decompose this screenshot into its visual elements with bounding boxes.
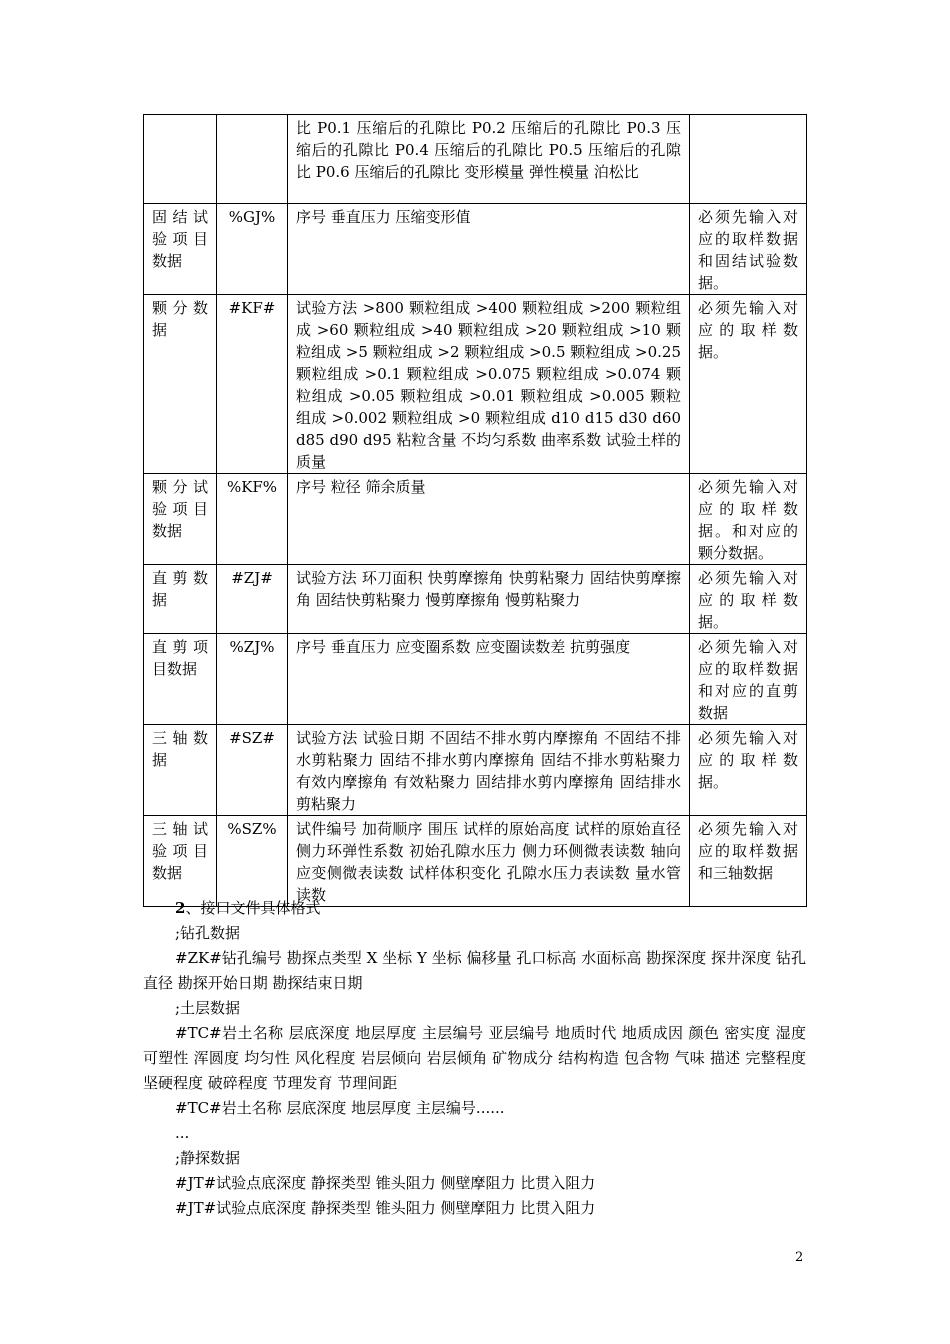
row-fields-cell: 序号 粒径 筛余质量 xyxy=(288,474,690,565)
row-code-cell: %KF% xyxy=(217,474,288,565)
body-line: #ZK#钻孔编号 勘探点类型 X 坐标 Y 坐标 偏移量 孔口标高 水面标高 勘探深度 探井深度 钻孔直径 勘探开始日期 勘探结束日期 xyxy=(143,949,806,992)
row-code-cell: #SZ# xyxy=(217,725,288,816)
row-fields-cell: 比 P0.1 压缩后的孔隙比 P0.2 压缩后的孔隙比 P0.3 压缩后的孔隙比 P0.4 压缩后的孔隙比 P0.5 压缩后的孔隙比 P0.6 压缩后的孔隙比 变形模量 弹性模量 泊松比 xyxy=(288,115,690,204)
body-line: ;静探数据 xyxy=(175,1149,241,1167)
table-row xyxy=(144,204,807,295)
row-note-cell: 必须先输入对应的取样数据。 xyxy=(690,725,807,816)
row-note-cell: 必须先输入对应的取样数据和三轴数据 xyxy=(690,816,807,907)
interface-spec-table xyxy=(143,114,807,907)
table-row xyxy=(144,565,807,634)
row-name-cell xyxy=(144,115,217,204)
row-note-cell: 必须先输入对应的取样数据和对应的直剪数据 xyxy=(690,634,807,725)
row-code-cell xyxy=(217,115,288,204)
row-code-cell: %ZJ% xyxy=(217,634,288,725)
row-name-cell: 直剪数据 xyxy=(144,565,217,634)
row-fields-cell: 试件编号 加荷顺序 围压 试样的原始高度 试样的原始直径 侧力环弹性系数 初始孔隙水压力 侧力环侧微表读数 轴向应变侧微表读数 试样体积变化 孔隙水压力表读数 量水管读数 xyxy=(288,816,690,907)
table-row xyxy=(144,115,807,204)
row-note-cell: 必须先输入对应的取样数据。 xyxy=(690,295,807,474)
table-row xyxy=(144,634,807,725)
body-line: #JT#试验点底深度 静探类型 锥头阻力 侧壁摩阻力 比贯入阻力 xyxy=(175,1174,596,1192)
row-note-cell: 必须先输入对应的取样数据。 xyxy=(690,565,807,634)
body-line: #TC#岩土名称 层底深度 地层厚度 主层编号 亚层编号 地质时代 地质成因 颜色 密实度 湿度 可塑性 浑圆度 均匀性 风化程度 岩层倾向 岩层倾角 矿物成分 结构构造 包含物 气味 描述 完整程度 坚硬程度 破碎程度 节理发育 节理间距 xyxy=(143,1024,806,1092)
row-code-cell: %GJ% xyxy=(217,204,288,295)
row-name-cell: 三轴数据 xyxy=(144,725,217,816)
row-note-cell: 必须先输入对应的取样数据。和对应的颗分数据。 xyxy=(690,474,807,565)
row-name-cell: 颗分试验项目数据 xyxy=(144,474,217,565)
row-fields-cell: 试验方法 环刀面积 快剪摩擦角 快剪粘聚力 固结快剪摩擦角 固结快剪粘聚力 慢剪摩擦角 慢剪粘聚力 xyxy=(288,565,690,634)
row-fields-cell: 试验方法 >800 颗粒组成 >400 颗粒组成 >200 颗粒组成 >60 颗粒组成 >40 颗粒组成 >20 颗粒组成 >10 颗粒组成 >5 颗粒组成 >2 颗粒组成 >0.5 颗粒组成 >0.25 颗粒组成 >0.1 颗粒组成 >0.075 颗粒组成 >0.074 颗粒组成 >0.05 颗粒组成 >0.01 颗粒组成 >0.005 颗粒组成 >0.002 颗粒组成 >0 颗粒组成 d10 d15 d30 d60 d85 d90 d95 粘粒含量 不均匀系数 曲率系数 试验土样的质量 xyxy=(288,295,690,474)
table-row xyxy=(144,474,807,565)
row-code-cell: %SZ% xyxy=(217,816,288,907)
body-line: ;钻孔数据 xyxy=(175,924,241,942)
body-line: #TC#岩土名称 层底深度 地层厚度 主层编号...... xyxy=(175,1099,505,1117)
row-code-cell: #KF# xyxy=(217,295,288,474)
row-code-cell: #ZJ# xyxy=(217,565,288,634)
row-name-cell: 直剪项目数据 xyxy=(144,634,217,725)
body-line: ... xyxy=(175,1124,190,1142)
table-row xyxy=(144,295,807,474)
row-fields-cell: 试验方法 试验日期 不固结不排水剪内摩擦角 不固结不排水剪粘聚力 固结不排水剪内摩擦角 固结不排水剪粘聚力 有效内摩擦角 有效粘聚力 固结排水剪内摩擦角 固结排水剪粘聚力 xyxy=(288,725,690,816)
row-fields-cell: 序号 垂直压力 应变圈系数 应变圈读数差 抗剪强度 xyxy=(288,634,690,725)
row-name-cell: 固结试验项目数据 xyxy=(144,204,217,295)
page-number: 2 xyxy=(795,1250,804,1265)
row-name-cell: 颗分数据 xyxy=(144,295,217,474)
table-row xyxy=(144,816,807,907)
section-heading-number: 2 xyxy=(175,899,186,917)
section-heading xyxy=(143,896,806,921)
body-line: #JT#试验点底深度 静探类型 锥头阻力 侧壁摩阻力 比贯入阻力 xyxy=(175,1199,596,1217)
row-note-cell: 必须先输入对应的取样数据和固结试验数据。 xyxy=(690,204,807,295)
body-line: ;土层数据 xyxy=(175,999,241,1017)
body-text xyxy=(143,896,806,1221)
table-row xyxy=(144,725,807,816)
row-fields-cell: 序号 垂直压力 压缩变形值 xyxy=(288,204,690,295)
section-heading-text: 、接口文件具体格式 xyxy=(185,899,321,917)
row-note-cell xyxy=(690,115,807,204)
row-name-cell: 三轴试验项目数据 xyxy=(144,816,217,907)
